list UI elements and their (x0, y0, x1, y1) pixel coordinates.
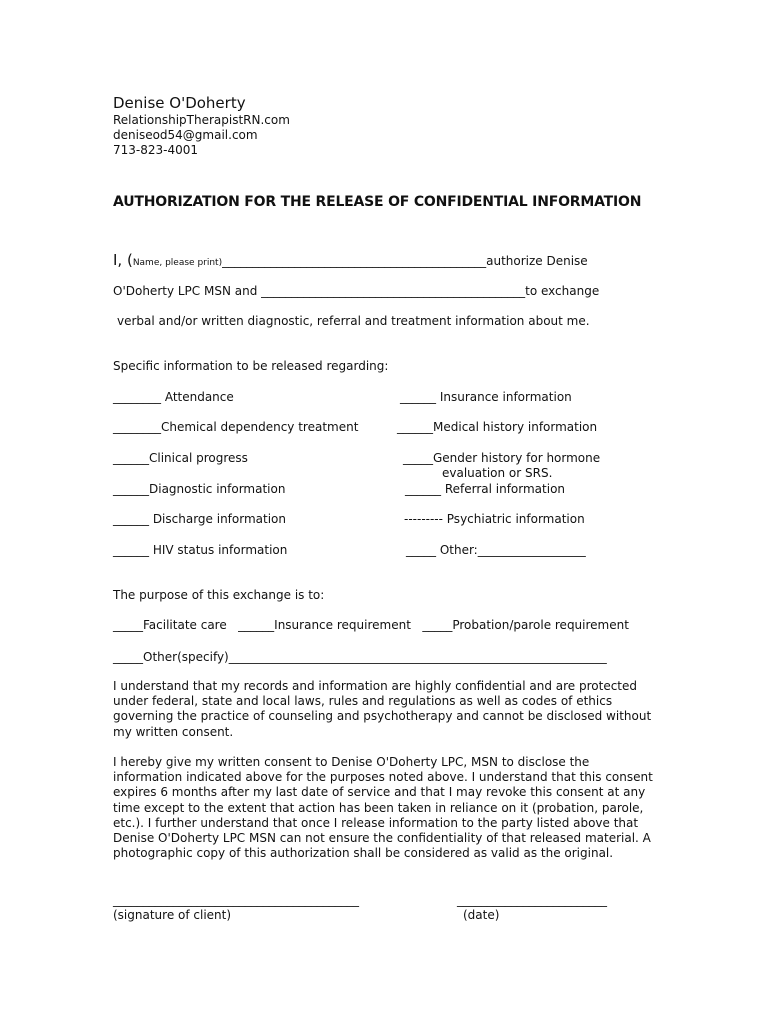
signature-label: (signature of client) (113, 908, 232, 922)
option-clinical-progress[interactable]: ______Clinical progress (113, 451, 248, 465)
option-referral[interactable]: ______ Referral information (405, 482, 566, 496)
intro-prefix: I, ( (113, 251, 133, 269)
name-print-hint: Name, please print) (132, 258, 223, 268)
purpose-options[interactable]: _____Facilitate care ______Insurance requirement _____Probation/parole requirement (113, 618, 629, 632)
confidentiality-paragraph: I understand that my records and information are highly confidential and are protected under federal, state and local laws, rules and regulations as well as codes of ethics governing the practice of counseling and psychotherapy and cannot be disclosed without my written consent. (113, 679, 652, 739)
option-hiv-status[interactable]: ______ HIV status information (113, 543, 288, 557)
letterhead-name: Denise O'Doherty (113, 94, 246, 112)
option-gender-history[interactable]: _____Gender history for hormone (403, 451, 601, 465)
intro-line-3: verbal and/or written diagnostic, referral and treatment information about me. (117, 314, 590, 328)
client-name-blank[interactable]: ____________________________________________authorize Denise (222, 254, 588, 268)
option-diagnostic[interactable]: ______Diagnostic information (113, 482, 286, 496)
signature-line[interactable]: _________________________________________ (113, 893, 359, 907)
option-insurance[interactable]: ______ Insurance information (400, 390, 572, 404)
consent-paragraph: I hereby give my written consent to Denise O'Doherty LPC, MSN to disclose the information indicated above for the purposes noted above. I understand that this consent expires 6 months after my last date of service and that I may revoke this consent at any time except to the extent that action has been taken in reliance on it (probation, parole, etc.). I further understand that once I release information to the party listed above that Denise O'Doherty LPC MSN can not ensure the confidentiality of that released material. A photographic copy of this authorization shall be considered as valid as the original. (113, 755, 653, 861)
letterhead-email: deniseod54@gmail.com (113, 128, 258, 142)
intro-line-2[interactable]: O'Doherty LPC MSN and ____________________________________________to exchange (113, 284, 600, 298)
option-psychiatric[interactable]: --------- Psychiatric information (404, 512, 585, 526)
option-medical-history[interactable]: ______Medical history information (397, 420, 598, 434)
option-other[interactable]: _____ Other:__________________ (406, 543, 586, 557)
purpose-other[interactable]: _____Other(specify)_______________________________________________________________ (113, 650, 607, 664)
date-line[interactable]: _________________________ (457, 893, 607, 907)
letterhead-phone: 713-823-4001 (113, 143, 199, 157)
gender-history-continuation: evaluation or SRS. (442, 466, 553, 480)
option-chemical-dependency[interactable]: ________Chemical dependency treatment (113, 420, 359, 434)
option-discharge[interactable]: ______ Discharge information (113, 512, 286, 526)
option-attendance[interactable]: ________ Attendance (113, 390, 234, 404)
intro-line-1 (113, 251, 588, 269)
specific-heading: Specific information to be released regarding: (113, 359, 389, 373)
date-label: (date) (463, 908, 500, 922)
letterhead-website: RelationshipTherapistRN.com (113, 113, 290, 127)
document-title: AUTHORIZATION FOR THE RELEASE OF CONFIDENTIAL INFORMATION (113, 194, 642, 210)
purpose-heading: The purpose of this exchange is to: (113, 588, 325, 602)
